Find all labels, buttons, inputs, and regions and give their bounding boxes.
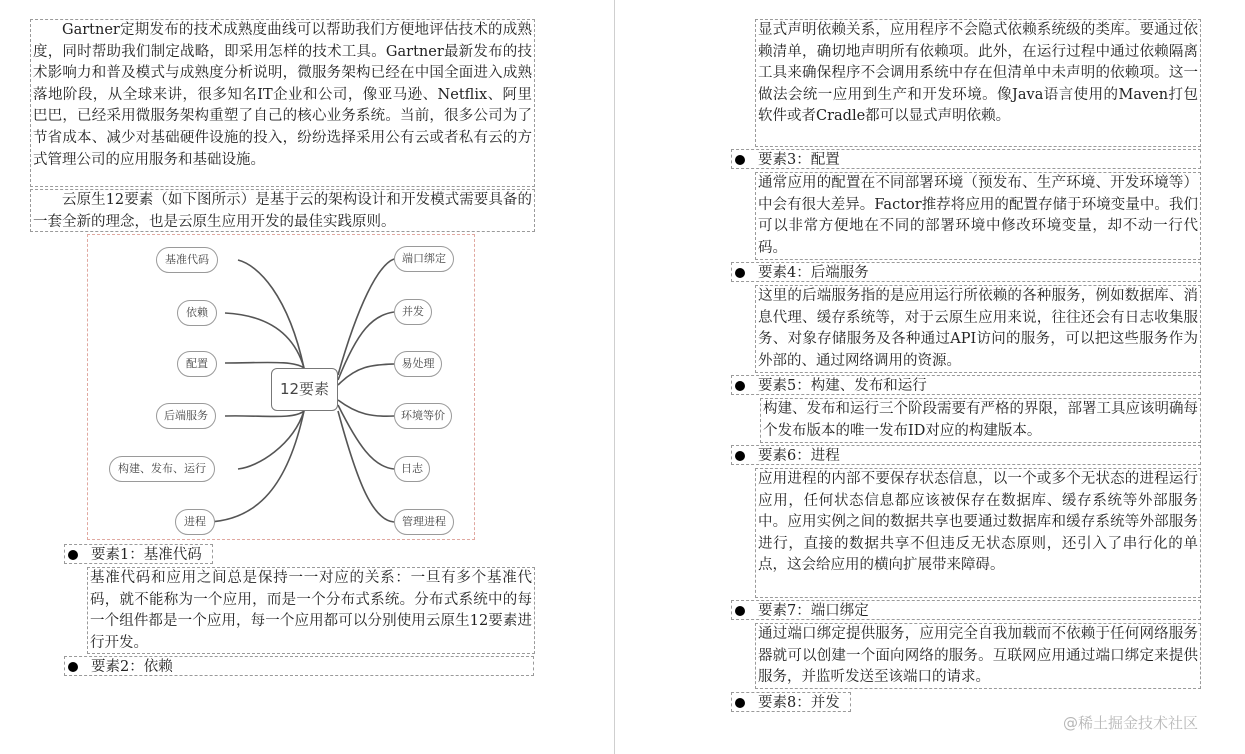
item7-title: 要素7：端口绑定 [758,603,869,619]
bullet-icon [735,381,745,391]
bullet-icon [735,698,745,708]
item8-heading [731,692,851,712]
twelve-factor-paragraph: 云原生12要素（如下图所示）是基于云的架构设计和开发模式需要具备的一套全新的理念，也是云原生应用开发的最佳实践原则。 [30,189,535,232]
item7-body: 通过端口绑定提供服务，应用完全自我加载而不依赖于任何网络服务器就可以创建一个面向网络的服务。互联网应用通过端口绑定来提供服务，并监听发送至该端口的请求。 [755,623,1201,689]
bullet-icon [68,550,78,560]
item5-title: 要素5：构建、发布和运行 [758,378,927,394]
item3-heading [731,149,1201,169]
mindmap-node-processes: 进程 [175,509,215,535]
item4-heading [731,262,1201,282]
page-divider [614,0,615,754]
mindmap-node-logs: 日志 [394,456,430,482]
item6-title: 要素6：进程 [758,448,840,464]
intro-paragraph: Gartner定期发布的技术成熟度曲线可以帮助我们方便地评估技术的成熟度，同时帮助我们制定战略，即采用怎样的技术工具。Gartner最新发布的技术影响力和普及模式与成熟度分析说明，微服务架构已经在中国全面进入成熟落地阶段，从全球来讲，很多知名IT企业和公司，像亚马逊、Netflix、阿里巴巴，已经采用微服务架构重塑了自己的核心业务系统。当前，很多公司为了节省成本、减少对基础硬件设施的投入，纷纷选择采用公有云或者私有云的方式管理公司的应用服务和基础设施。 [30,19,535,187]
bullet-icon [735,155,745,165]
item7-heading [731,600,1201,620]
mindmap-node-dev-prod-parity: 环境等价 [394,403,452,429]
mindmap-node-codebase: 基准代码 [156,247,218,273]
item1-title: 要素1：基准代码 [91,547,202,563]
item5-heading [731,375,1201,395]
item3-body: 通常应用的配置在不同部署环境（预发布、生产环境、开发环境等）中会有很大差异。Factor推荐将应用的配置存储于环境变量中。我们可以非常方便地在不同的部署环境中修改环境变量，却不动一行代码。 [755,172,1201,260]
mindmap-node-config: 配置 [177,351,217,377]
bullet-icon [735,268,745,278]
bullet-icon [735,606,745,616]
mindmap-node-dependencies: 依赖 [177,300,217,326]
item1-body: 基准代码和应用之间总是保持一一对应的关系：一旦有多个基准代码，就不能称为一个应用，而是一个分布式系统。分布式系统中的每一个组件都是一个应用，每一个应用都可以分别使用云原生12要素进行开发。 [87,567,535,654]
item1-heading [64,544,213,564]
item4-body: 这里的后端服务指的是应用运行所依赖的各种服务，例如数据库、消息代理、缓存系统等，对于云原生应用来说，往往还会有日志收集服务、对象存储服务及各种通过API访问的服务，可以把这些服务作为外部的、通过网络调用的资源。 [755,285,1201,373]
twelve-factor-mindmap [87,234,475,540]
item2-heading [64,656,534,676]
item6-heading [731,445,1201,465]
item2-title: 要素2：依赖 [91,659,173,675]
mindmap-node-concurrency: 并发 [394,299,432,325]
mindmap-center-node: 12要素 [271,368,338,411]
item6-body: 应用进程的内部不要保存状态信息，以一个或多个无状态的进程运行应用，任何状态信息都应该被保存在数据库、缓存系统等外部服务中。应用实例之间的数据共享也要通过数据库和缓存系统等外部服务进行，直接的数据共享不但违反无状态原则，还引入了串行化的单点，这会给应用的横向扩展带来障碍。 [755,468,1201,598]
mindmap-node-backing-services: 后端服务 [156,403,216,429]
bullet-icon [68,662,78,672]
item8-title: 要素8：并发 [758,695,840,711]
bullet-icon [735,451,745,461]
mindmap-node-build-release-run: 构建、发布、运行 [109,456,215,482]
item4-title: 要素4：后端服务 [758,265,869,281]
watermark: @稀土掘金技术社区 [1063,714,1199,732]
mindmap-node-admin-processes: 管理进程 [394,509,454,535]
item3-title: 要素3：配置 [758,152,840,168]
mindmap-node-disposability: 易处理 [394,351,442,377]
item2-body: 显式声明依赖关系，应用程序不会隐式依赖系统级的类库。要通过依赖清单，确切地声明所有依赖项。此外，在运行过程中通过依赖隔离工具来确保程序不会调用系统中存在但清单中未声明的依赖项。这一做法会统一应用到生产和开发环境。像Java语言使用的Maven打包软件或者Cradle都可以显式声明依赖。 [755,19,1201,147]
item5-body: 构建、发布和运行三个阶段需要有严格的界限，部署工具应该明确每个发布版本的唯一发布ID对应的构建版本。 [760,398,1201,443]
mindmap-node-port-binding: 端口绑定 [394,246,454,272]
